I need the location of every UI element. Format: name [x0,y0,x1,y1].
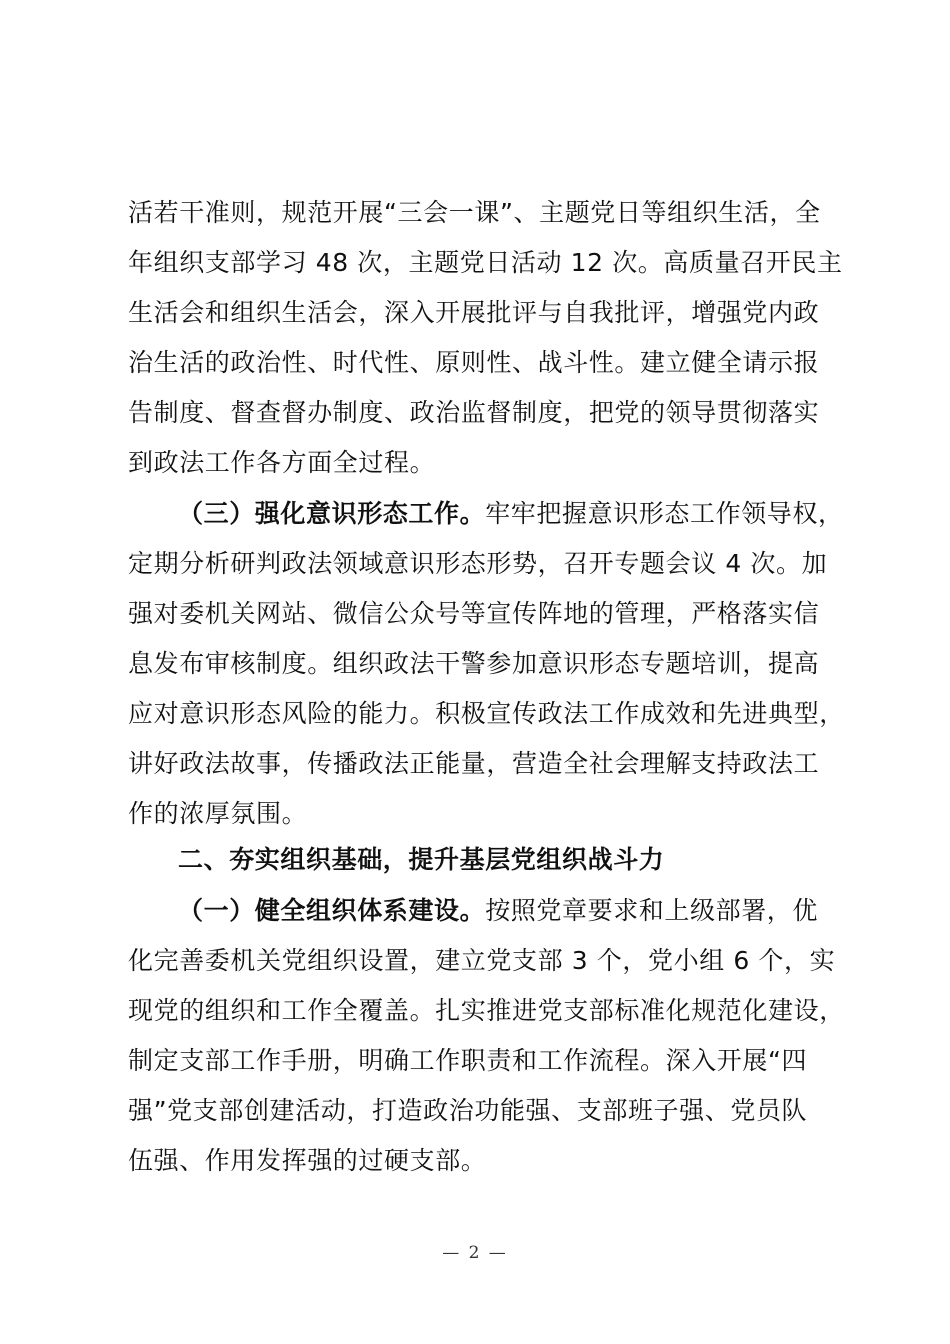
text-line: 应对意识形态风险的能力。积极宣传政法工作成效和先进典型， [128,699,845,728]
text-line: 制定支部工作手册，明确工作职责和工作流程。深入开展“四 [128,1046,808,1075]
subheading: （一）健全组织体系建设。 [178,896,486,925]
section-heading: 二、夯实组织基础，提升基层党组织战斗力 [178,845,665,874]
text-line: 讲好政法故事，传播政法正能量，营造全社会理解支持政法工 [128,749,820,778]
text-line: 伍强、作用发挥强的过硬支部。 [128,1146,487,1175]
text-line: 作的浓厚氛围。 [128,799,308,828]
text-line: 化完善委机关党组织设置，建立党支部 3 个，党小组 6 个，实 [128,946,836,975]
subheading: （三）强化意识形态工作。 [178,499,486,528]
text-line: 年组织支部学习 48 次，主题党日活动 12 次。高质量召开民主 [128,248,843,277]
paragraph-first-line [178,896,878,926]
text-line: 强”党支部创建活动，打造政治功能强、支部班子强、党员队 [128,1096,808,1125]
text-run: 牢牢把握意识形态工作领导权， [485,499,844,528]
text-line: 息发布审核制度。组织政法干警参加意识形态专题培训，提高 [128,649,820,678]
text-line: 活若干准则，规范开展“三会一课”、主题党日等组织生活，全 [128,198,821,227]
text-line: 治生活的政治性、时代性、原则性、战斗性。建立健全请示报 [128,348,820,377]
text-line: 定期分析研判政法领域意识形态形势，召开专题会议 4 次。加 [128,549,828,578]
text-line: 告制度、督查督办制度、政治监督制度，把党的领导贯彻落实 [128,398,820,427]
text-line: 到政法工作各方面全过程。 [128,448,436,477]
text-run: 按照党章要求和上级部署，优 [485,896,819,925]
text-line: 强对委机关网站、微信公众号等宣传阵地的管理，严格落实信 [128,599,820,628]
paragraph-first-line [178,499,878,529]
page-number: — 2 — [442,1243,508,1263]
text-line: 现党的组织和工作全覆盖。扎实推进党支部标准化规范化建设， [128,996,845,1025]
text-line: 生活会和组织生活会，深入开展批评与自我批评，增强党内政 [128,298,820,327]
